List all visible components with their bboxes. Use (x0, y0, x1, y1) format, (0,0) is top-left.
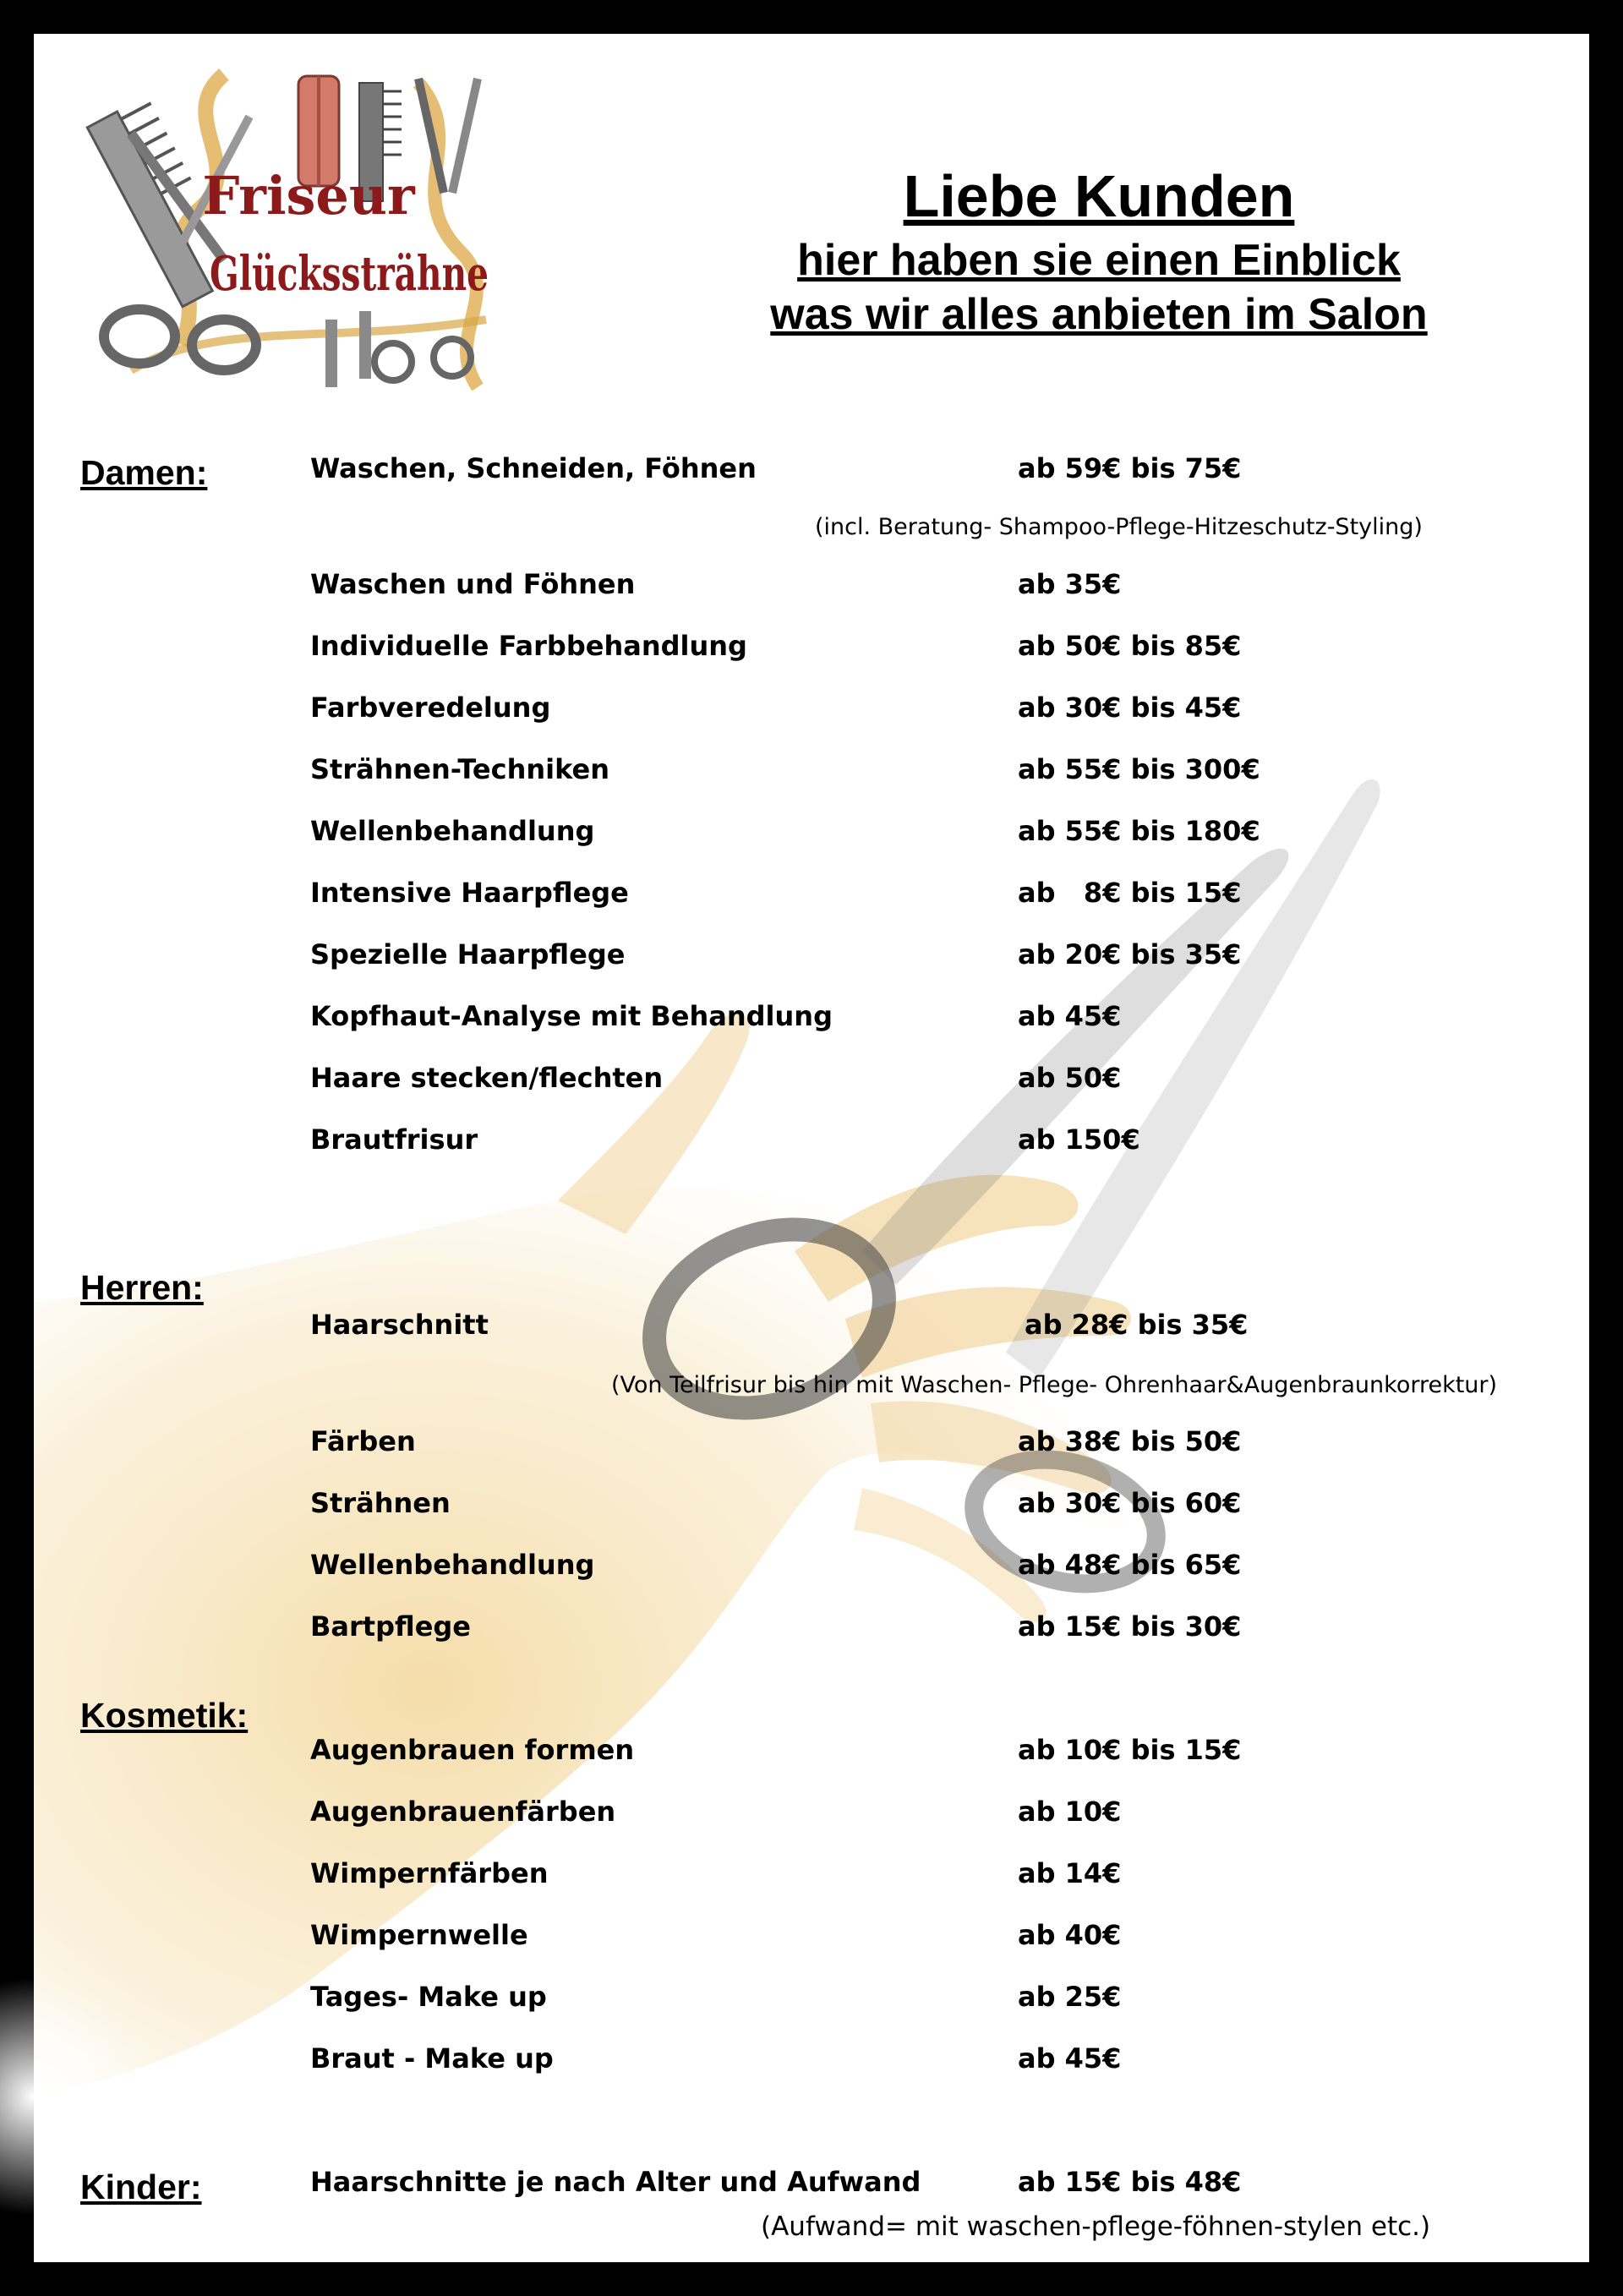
damen-note: (incl. Beratung- Shampoo-Pflege-Hitzeschutz-Styling) (815, 514, 1423, 540)
service-price: ab 50€ (1018, 1062, 1122, 1094)
herren-note: (Von Teilfrisur bis hin mit Waschen- Pflege- Ohrenhaar&Augenbraunkorrektur) (611, 1372, 1498, 1398)
service-price: ab 8€ bis 15€ (1018, 877, 1242, 909)
service-name: Wellenbehandlung (310, 815, 595, 847)
service-name: Intensive Haarpflege (310, 877, 629, 909)
salon-logo (80, 66, 528, 396)
service-price: ab 35€ (1018, 568, 1122, 600)
service-price: ab 48€ bis 65€ (1018, 1549, 1242, 1581)
service-price: ab 59€ bis 75€ (1018, 452, 1242, 484)
service-price: ab 50€ bis 85€ (1018, 630, 1242, 662)
service-name: Farbveredelung (310, 692, 551, 724)
service-name: Wimpernfärben (310, 1857, 549, 1889)
service-price: ab 10€ (1018, 1796, 1122, 1828)
service-price: ab 45€ (1018, 1000, 1122, 1032)
service-name: Strähnen-Techniken (310, 753, 610, 785)
price-list-page (34, 34, 1589, 2262)
service-price: ab 28€ bis 35€ (1025, 1309, 1249, 1341)
section-heading-kosmetik: Kosmetik: (80, 1696, 249, 1735)
service-price: ab 25€ (1018, 1981, 1122, 2013)
service-name: Haare stecken/flechten (310, 1062, 664, 1094)
service-name: Brautfrisur (310, 1123, 478, 1156)
service-name: Bartpflege (310, 1610, 471, 1643)
service-price: ab 30€ bis 45€ (1018, 692, 1242, 724)
service-name: Waschen und Föhnen (310, 568, 636, 600)
logo-line2: Glückssträhne (210, 246, 489, 302)
service-price: ab 38€ bis 50€ (1018, 1425, 1242, 1457)
service-name: Kopfhaut-Analyse mit Behandlung (310, 1000, 833, 1032)
service-price: ab 45€ (1018, 2042, 1122, 2075)
service-price: ab 14€ (1018, 1857, 1122, 1889)
page-title: Liebe Kunden (903, 163, 1295, 229)
service-name: Haarschnitt (310, 1309, 489, 1341)
service-price: ab 15€ bis 48€ (1018, 2166, 1242, 2198)
service-name: Strähnen (310, 1487, 451, 1519)
service-name: Augenbrauenfärben (310, 1796, 616, 1828)
kinder-note: (Aufwand= mit waschen-pflege-föhnen-stylen etc.) (761, 2211, 1431, 2242)
logo-line1: Friseur (202, 165, 415, 227)
service-name: Augenbrauen formen (310, 1734, 635, 1766)
service-price: ab 10€ bis 15€ (1018, 1734, 1242, 1766)
service-name: Färben (310, 1425, 416, 1457)
section-heading-kinder: Kinder: (80, 2168, 202, 2206)
service-name: Wimpernwelle (310, 1919, 528, 1951)
service-name: Haarschnitte je nach Alter und Aufwand (310, 2166, 921, 2198)
service-price: ab 55€ bis 300€ (1018, 753, 1260, 785)
service-price: ab 40€ (1018, 1919, 1122, 1951)
service-name: Spezielle Haarpflege (310, 938, 626, 970)
service-price: ab 20€ bis 35€ (1018, 938, 1242, 970)
service-price: ab 30€ bis 60€ (1018, 1487, 1242, 1519)
service-price: ab 15€ bis 30€ (1018, 1610, 1242, 1643)
page-subtitle-line1: hier haben sie einen Einblick (797, 236, 1401, 285)
service-price: ab 150€ (1018, 1123, 1140, 1156)
service-name: Tages- Make up (310, 1981, 547, 2013)
section-heading-herren: Herren: (80, 1268, 204, 1307)
service-name: Waschen, Schneiden, Föhnen (310, 452, 757, 484)
service-price: ab 55€ bis 180€ (1018, 815, 1260, 847)
page-subtitle-line2: was wir alles anbieten im Salon (770, 290, 1428, 339)
service-name: Individuelle Farbbehandlung (310, 630, 747, 662)
service-name: Wellenbehandlung (310, 1549, 595, 1581)
section-heading-damen: Damen: (80, 453, 208, 492)
service-name: Braut - Make up (310, 2042, 554, 2075)
